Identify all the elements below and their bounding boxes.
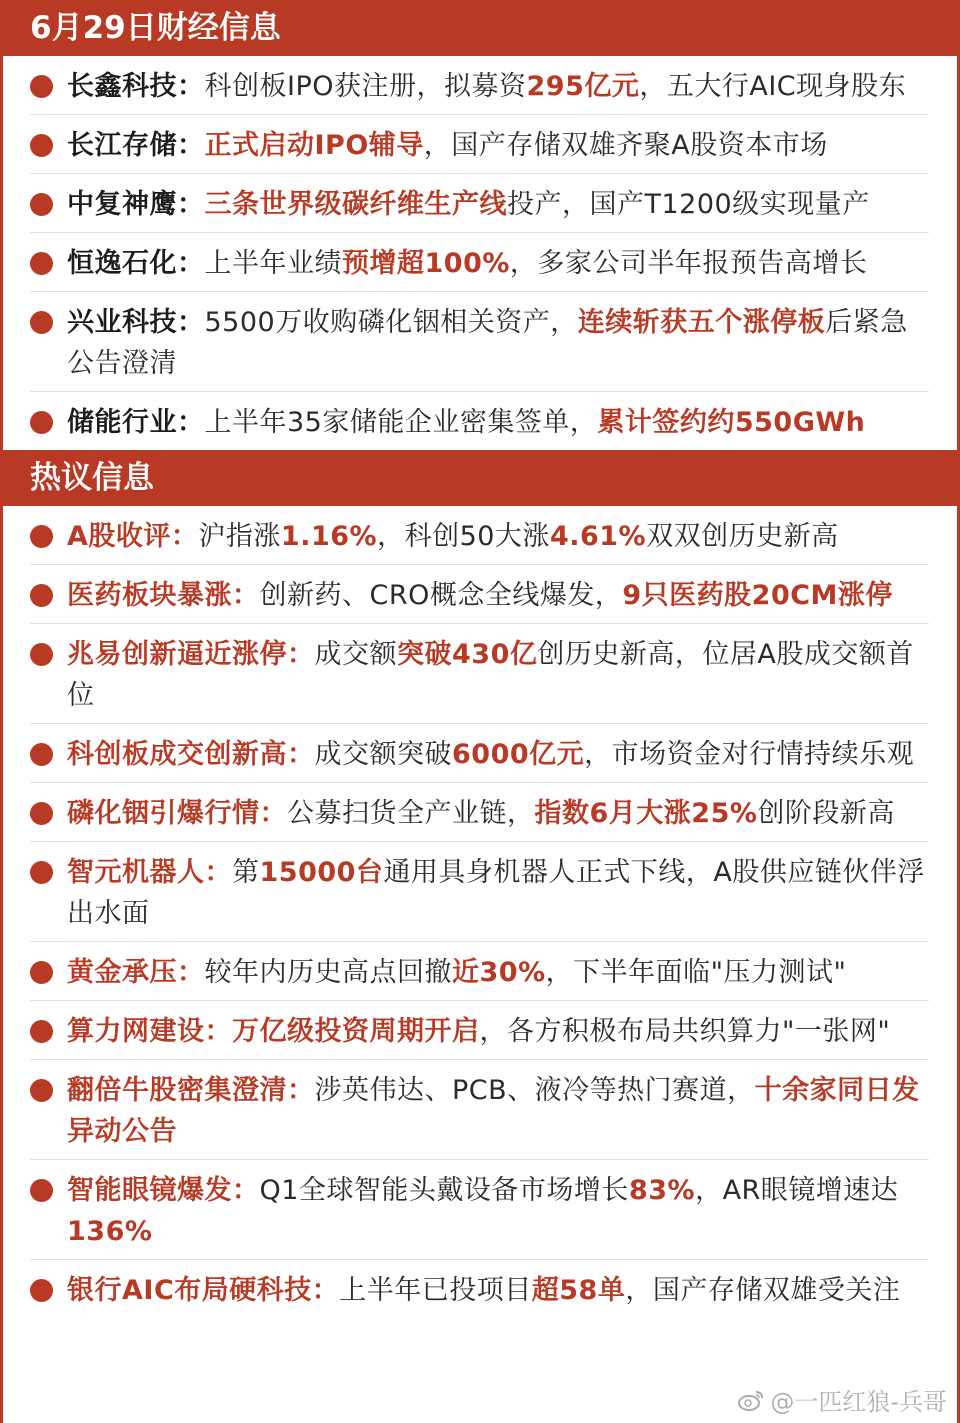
item-title: 智元机器人: [67, 857, 205, 888]
bullet-dot-icon: [30, 184, 56, 225]
item-body: 较年内历史高点回撤: [204, 957, 452, 988]
item-text: [67, 243, 929, 284]
item-highlight: 连续斩获五个涨停板: [577, 307, 826, 338]
item-body: 科创板IPO获注册，拟募资: [204, 71, 527, 102]
item-body: 涉英伟达、PCB、液冷等热门赛道，: [314, 1075, 755, 1106]
bullet-dot-icon: [30, 1011, 56, 1052]
item-text: [67, 1070, 929, 1152]
item-body: 第: [232, 857, 260, 888]
item-title: 储能行业: [67, 407, 177, 438]
bullet-dot-icon: [30, 243, 56, 284]
section-header: 6月29日财经信息: [3, 0, 957, 56]
item-title: 银行AIC布局硬科技: [67, 1275, 312, 1306]
item-body: 双双创历史新高: [646, 521, 839, 552]
item-text: [67, 302, 929, 384]
list-item: [30, 624, 929, 724]
item-title: 磷化铟引爆行情: [67, 798, 260, 829]
item-title: 黄金承压: [67, 957, 177, 988]
item-body: ，各方积极布局共织算力"一张网": [479, 1016, 891, 1047]
item-text: [67, 575, 929, 616]
list-item: [30, 842, 929, 942]
bullet-dot-icon: [30, 302, 56, 343]
item-body: ，五大行AIC现身股东: [639, 71, 907, 102]
item-title: 长江存储: [67, 130, 177, 161]
item-highlight: 9只医药股20CM涨停: [622, 580, 893, 611]
weibo-icon: [738, 1389, 764, 1411]
item-separator: ：: [177, 71, 205, 102]
item-body: ，下半年面临"压力测试": [545, 957, 847, 988]
item-text: [67, 1011, 929, 1052]
list-item: [30, 1260, 929, 1318]
bullet-dot-icon: [30, 1170, 56, 1211]
item-body: ，AR眼镜增速达: [695, 1175, 899, 1206]
bullet-dot-icon: [30, 575, 56, 616]
item-title: 兴业科技: [67, 307, 177, 338]
item-highlight: 突破430亿: [397, 639, 538, 670]
item-body: 创阶段新高: [757, 798, 895, 829]
bullet-dot-icon: [30, 634, 56, 675]
item-highlight: 近30%: [452, 957, 546, 988]
item-body: Q1全球智能头戴设备市场增长: [259, 1175, 629, 1206]
news-list: [3, 56, 957, 450]
item-body: ，科创50大涨: [377, 521, 550, 552]
section-hot-topics: [3, 450, 957, 1318]
list-item: [30, 1160, 929, 1260]
item-text: [67, 402, 929, 443]
item-title: 医药板块暴涨: [67, 580, 232, 611]
item-separator: ：: [259, 798, 287, 829]
item-highlight: 1.16%: [280, 521, 378, 552]
item-title: 翻倍牛股密集澄清: [67, 1075, 287, 1106]
item-body: 5500万收购磷化铟相关资产，: [204, 307, 578, 338]
item-separator: ：: [311, 1275, 340, 1306]
watermark: [738, 1382, 947, 1417]
item-title: A股收评: [67, 521, 171, 552]
item-body: 后紧急公告澄清: [67, 307, 908, 379]
item-separator: ：: [232, 580, 260, 611]
item-separator: ：: [177, 307, 205, 338]
item-separator: ：: [177, 189, 205, 220]
item-body: 成交额: [314, 639, 397, 670]
list-item: [30, 724, 929, 783]
item-title: 智能眼镜爆发: [67, 1175, 232, 1206]
item-text: [67, 1270, 929, 1311]
list-item: [30, 565, 929, 624]
section-finance-news: [3, 0, 957, 450]
bullet-dot-icon: [30, 66, 56, 107]
item-highlight: 295亿元: [526, 71, 640, 102]
item-separator: ：: [287, 1075, 315, 1106]
item-body: 沪指涨: [198, 521, 281, 552]
item-title: 科创板成交创新高: [67, 739, 287, 770]
item-text: [67, 1170, 929, 1252]
item-highlight: 十余家同日发异动公告: [67, 1075, 920, 1147]
list-item: [30, 942, 929, 1001]
bullet-dot-icon: [30, 1070, 56, 1111]
item-separator: ：: [232, 1175, 260, 1206]
item-body: 上半年35家储能企业密集签单，: [204, 407, 598, 438]
list-item: [30, 392, 929, 450]
item-highlight: 正式启动IPO辅导: [204, 130, 424, 161]
bullet-dot-icon: [30, 734, 56, 775]
item-highlight: 4.61%: [549, 521, 647, 552]
item-separator: ：: [204, 1016, 232, 1047]
item-highlight: 83%: [628, 1175, 696, 1206]
item-text: [67, 184, 929, 225]
item-text: [67, 516, 929, 557]
list-item: [30, 115, 929, 174]
bullet-dot-icon: [30, 852, 56, 893]
item-text: [67, 734, 929, 775]
item-title: 中复神鹰: [67, 189, 177, 220]
item-body: ，国产存储双雄受关注: [625, 1275, 901, 1306]
item-highlight: 三条世界级碳纤维生产线: [204, 189, 507, 220]
list-item: [30, 56, 929, 115]
item-body: 成交额突破: [314, 739, 452, 770]
item-text: [67, 952, 929, 993]
item-highlight: 超58单: [531, 1275, 626, 1306]
item-body: ，多家公司半年报预告高增长: [509, 248, 868, 279]
item-separator: ：: [177, 407, 205, 438]
item-body: 通用具身机器人正式下线，A股供应链伙伴浮出水面: [67, 857, 925, 929]
item-body: ，市场资金对行情持续乐观: [584, 739, 915, 770]
news-list: [3, 506, 957, 1318]
item-highlight: 万亿级投资周期开启: [232, 1016, 480, 1047]
item-body: 公募扫货全产业链，: [287, 798, 535, 829]
item-title: 长鑫科技: [67, 71, 177, 102]
list-item: [30, 1060, 929, 1160]
bullet-dot-icon: [30, 1270, 56, 1311]
item-text: [67, 66, 929, 107]
item-body: ，国产存储双雄齐聚A股资本市场: [423, 130, 828, 161]
bullet-dot-icon: [30, 793, 56, 834]
item-body: 投产，国产T1200级实现量产: [507, 189, 870, 220]
item-text: [67, 125, 929, 166]
item-highlight: 136%: [67, 1216, 153, 1247]
list-item: [30, 1001, 929, 1060]
item-highlight: 预增超100%: [342, 248, 510, 279]
bullet-dot-icon: [30, 402, 56, 443]
item-separator: ：: [170, 521, 199, 552]
item-separator: ：: [287, 739, 315, 770]
item-text: [67, 793, 929, 834]
item-separator: ：: [177, 248, 205, 279]
item-highlight: 15000台: [259, 857, 384, 888]
list-item: [30, 506, 929, 565]
item-text: [67, 852, 929, 934]
item-separator: ：: [177, 130, 205, 161]
item-title: 算力网建设: [67, 1016, 205, 1047]
item-body: 上半年已投项目: [339, 1275, 532, 1306]
item-text: [67, 634, 929, 716]
section-header: 热议信息: [3, 450, 957, 506]
item-body: 创新药、CRO概念全线爆发，: [259, 580, 623, 611]
item-body: 上半年业绩: [204, 248, 342, 279]
item-separator: ：: [204, 857, 232, 888]
item-highlight: 指数6月大涨25%: [534, 798, 758, 829]
bullet-dot-icon: [30, 125, 56, 166]
item-separator: ：: [177, 957, 205, 988]
item-title: 恒逸石化: [67, 248, 177, 279]
list-item: [30, 783, 929, 842]
list-item: [30, 174, 929, 233]
watermark-text: @一匹红狼-兵哥: [770, 1388, 947, 1416]
list-item: [30, 292, 929, 392]
item-title: 兆易创新逼近涨停: [67, 639, 287, 670]
bullet-dot-icon: [30, 516, 56, 557]
item-highlight: 6000亿元: [452, 739, 585, 770]
item-body: 创历史新高，位居A股成交额首位: [67, 639, 914, 711]
bullet-dot-icon: [30, 952, 56, 993]
item-highlight: 累计签约约550GWh: [597, 407, 866, 438]
item-separator: ：: [287, 639, 315, 670]
list-item: [30, 233, 929, 292]
